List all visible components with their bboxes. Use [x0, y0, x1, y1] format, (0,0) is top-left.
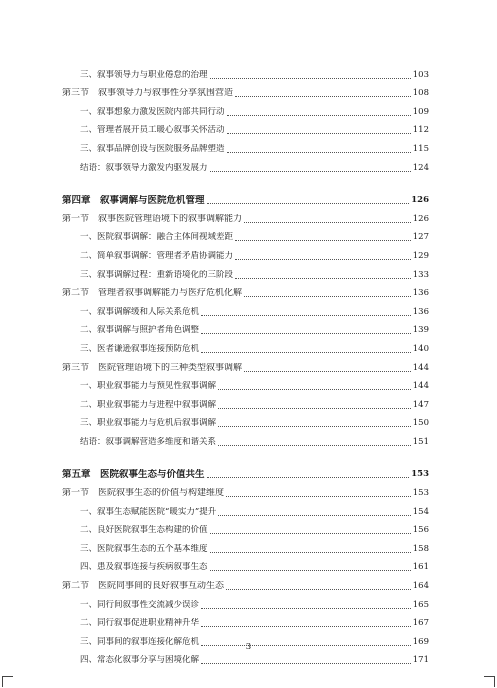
toc-entry-page: 103	[412, 69, 429, 80]
toc-entry-page: 158	[412, 543, 429, 554]
dot-leader	[210, 171, 411, 172]
toc-entry-title: 一、职业叙事能力与预见性叙事调解	[80, 381, 217, 392]
toc-entry-page: 126	[412, 213, 429, 224]
toc-entry-page: 144	[412, 381, 429, 392]
dot-leader	[201, 663, 411, 664]
toc-entry-title: 一、叙事调解缓和人际关系危机	[80, 306, 200, 317]
toc-entry-title: 一、同行间叙事性交流减少误诊	[80, 599, 200, 610]
toc-entry-title: 三、同事间的叙事连接化解危机	[80, 636, 200, 647]
toc-subsection-entry[interactable]	[62, 499, 429, 518]
toc-entry-page: 153	[411, 469, 429, 480]
toc-entry-page: 167	[412, 618, 429, 629]
toc-subsection-entry[interactable]	[62, 243, 429, 262]
crop-mark-left	[2, 676, 13, 687]
toc-entry-title: 二、管理者展开员工暖心叙事关怀活动	[80, 125, 225, 136]
toc-entry-title: 四、常态化叙事分享与困境化解	[80, 655, 200, 666]
toc-entry-title: 结语：叙事调解营造多维度和谐关系	[80, 436, 217, 447]
toc-entry-page: 126	[411, 195, 429, 206]
toc-entry-title: 结语：叙事领导力激发内驱发展力	[80, 162, 208, 173]
toc-subsection-entry[interactable]	[62, 299, 429, 318]
toc-entry-page: 164	[412, 581, 429, 592]
page-number: 3	[245, 642, 252, 652]
toc-entry-page: 124	[412, 162, 429, 173]
dot-leader	[201, 315, 411, 316]
dot-leader	[201, 333, 411, 334]
toc-subsection-entry[interactable]	[62, 118, 429, 137]
dot-leader	[244, 296, 411, 297]
toc-entry-page: 169	[412, 636, 429, 647]
toc-subsection-entry[interactable]	[62, 99, 429, 118]
toc-entry-title: 第三节 叙事领导力与叙事性分享氛围营造	[62, 88, 234, 99]
toc-entry-page: 140	[412, 343, 429, 354]
table-of-contents	[62, 62, 429, 666]
crop-mark-right	[484, 676, 495, 687]
toc-entry-page: 127	[412, 232, 429, 243]
dot-leader	[201, 352, 411, 353]
toc-entry-page: 156	[412, 525, 429, 536]
toc-entry-page: 115	[412, 143, 429, 154]
toc-subsection-entry[interactable]	[62, 336, 429, 355]
dot-leader	[227, 152, 411, 153]
toc-entry-title: 三、叙事调解过程：重新语境化的三阶段	[80, 269, 234, 280]
toc-subsection-entry[interactable]	[62, 518, 429, 537]
dot-leader	[235, 278, 411, 279]
toc-entry-page: 147	[412, 399, 429, 410]
toc-entry-title: 第四章 叙事调解与医院危机管理	[62, 195, 205, 207]
dot-leader	[244, 222, 411, 223]
toc-entry-page: 144	[412, 362, 429, 373]
dot-leader	[218, 389, 411, 390]
toc-entry-page: 161	[412, 562, 429, 573]
dot-leader	[235, 240, 411, 241]
toc-entry-title: 二、职业叙事能力与进程中叙事调解	[80, 399, 217, 410]
toc-entry-title: 第一节 医院叙事生态的价值与构建维度	[62, 488, 225, 499]
toc-entry-page: 129	[412, 250, 429, 261]
toc-entry-title: 二、良好医院叙事生态构建的价值	[80, 525, 208, 536]
dot-leader	[218, 408, 411, 409]
toc-subsection-entry[interactable]	[62, 225, 429, 244]
toc-subsection-entry[interactable]	[62, 62, 429, 81]
dot-leader	[201, 608, 411, 609]
toc-entry-page: 136	[412, 306, 429, 317]
toc-entry-title: 第二节 管理者叙事调解能力与医疗危机化解	[62, 288, 243, 299]
dot-leader	[226, 496, 411, 497]
toc-entry-title: 二、叙事调解与照护者角色调整	[80, 325, 200, 336]
toc-entry-title: 三、叙事品牌创设与医院服务品牌塑造	[80, 143, 225, 154]
toc-entry-page: 136	[412, 288, 429, 299]
toc-section-entry[interactable]	[62, 355, 429, 374]
dot-leader	[210, 552, 411, 553]
dot-leader	[207, 203, 410, 204]
toc-entry-title: 第二节 医院同事间的良好叙事互动生态	[62, 581, 225, 592]
dot-leader	[210, 570, 411, 571]
dot-leader	[227, 133, 411, 134]
toc-entry-page: 133	[412, 269, 429, 280]
toc-entry-title: 一、叙事生态赋能医院“暖实力”提升	[80, 506, 217, 517]
toc-section-entry[interactable]	[62, 81, 429, 100]
toc-entry-page: 139	[412, 325, 429, 336]
toc-entry-page: 153	[412, 488, 429, 499]
dot-leader	[218, 426, 411, 427]
toc-entry-page: 165	[412, 599, 429, 610]
toc-subsection-entry[interactable]	[62, 411, 429, 430]
toc-subsection-entry[interactable]	[62, 592, 429, 611]
dot-leader	[210, 533, 411, 534]
toc-subsection-entry[interactable]	[62, 262, 429, 281]
toc-subsection-entry[interactable]	[62, 429, 429, 448]
toc-entry-page: 151	[412, 436, 429, 447]
toc-entry-page: 112	[412, 125, 429, 136]
toc-entry-title: 三、医院叙事生态的五个基本维度	[80, 543, 208, 554]
dot-leader	[218, 515, 411, 516]
toc-entry-title: 二、同行叙事促进职业精神升华	[80, 618, 200, 629]
toc-subsection-entry[interactable]	[62, 536, 429, 555]
toc-chapter-entry[interactable]	[62, 462, 429, 481]
toc-subsection-entry[interactable]	[62, 136, 429, 155]
dot-leader	[201, 626, 411, 627]
toc-entry-title: 三、职业叙事能力与危机后叙事调解	[80, 418, 217, 429]
toc-section-entry[interactable]	[62, 206, 429, 225]
dot-leader	[207, 477, 410, 478]
toc-chapter-entry[interactable]	[62, 188, 429, 207]
toc-entry-page: 150	[412, 418, 429, 429]
toc-entry-title: 一、医院叙事调解：融合主体间视域差距	[80, 232, 234, 243]
toc-entry-page: 171	[412, 655, 429, 666]
toc-subsection-entry[interactable]	[62, 374, 429, 393]
toc-entry-title: 三、医者谦逊叙事连接预防危机	[80, 343, 200, 354]
dot-leader	[226, 589, 411, 590]
toc-entry-page: 154	[412, 506, 429, 517]
toc-section-entry[interactable]	[62, 573, 429, 592]
toc-section-entry[interactable]	[62, 480, 429, 499]
toc-entry-title: 第一节 叙事医院管理语境下的叙事调解能力	[62, 213, 243, 224]
toc-subsection-entry[interactable]	[62, 555, 429, 574]
toc-entry-page: 109	[412, 106, 429, 117]
toc-subsection-entry[interactable]	[62, 392, 429, 411]
toc-section-entry[interactable]	[62, 281, 429, 300]
toc-subsection-entry[interactable]	[62, 155, 429, 174]
toc-entry-title: 三、叙事领导力与职业倦怠的治理	[80, 69, 208, 80]
toc-entry-title: 一、叙事想象力激发医院内部共同行动	[80, 106, 225, 117]
dot-leader	[218, 445, 411, 446]
toc-entry-title: 第五章 医院叙事生态与价值共生	[62, 469, 205, 481]
toc-subsection-entry[interactable]	[62, 318, 429, 337]
dot-leader	[210, 78, 411, 79]
toc-subsection-entry[interactable]	[62, 611, 429, 630]
toc-entry-page: 108	[412, 88, 429, 99]
toc-entry-title: 第三节 医院管理语境下的三种类型叙事调解	[62, 362, 243, 373]
toc-entry-title: 四、患及叙事连接与疾病叙事生态	[80, 562, 208, 573]
dot-leader	[235, 259, 411, 260]
dot-leader	[235, 96, 411, 97]
dot-leader	[244, 371, 411, 372]
dot-leader	[227, 115, 411, 116]
toc-entry-title: 二、简单叙事调解：管理者矛盾协调能力	[80, 250, 234, 261]
